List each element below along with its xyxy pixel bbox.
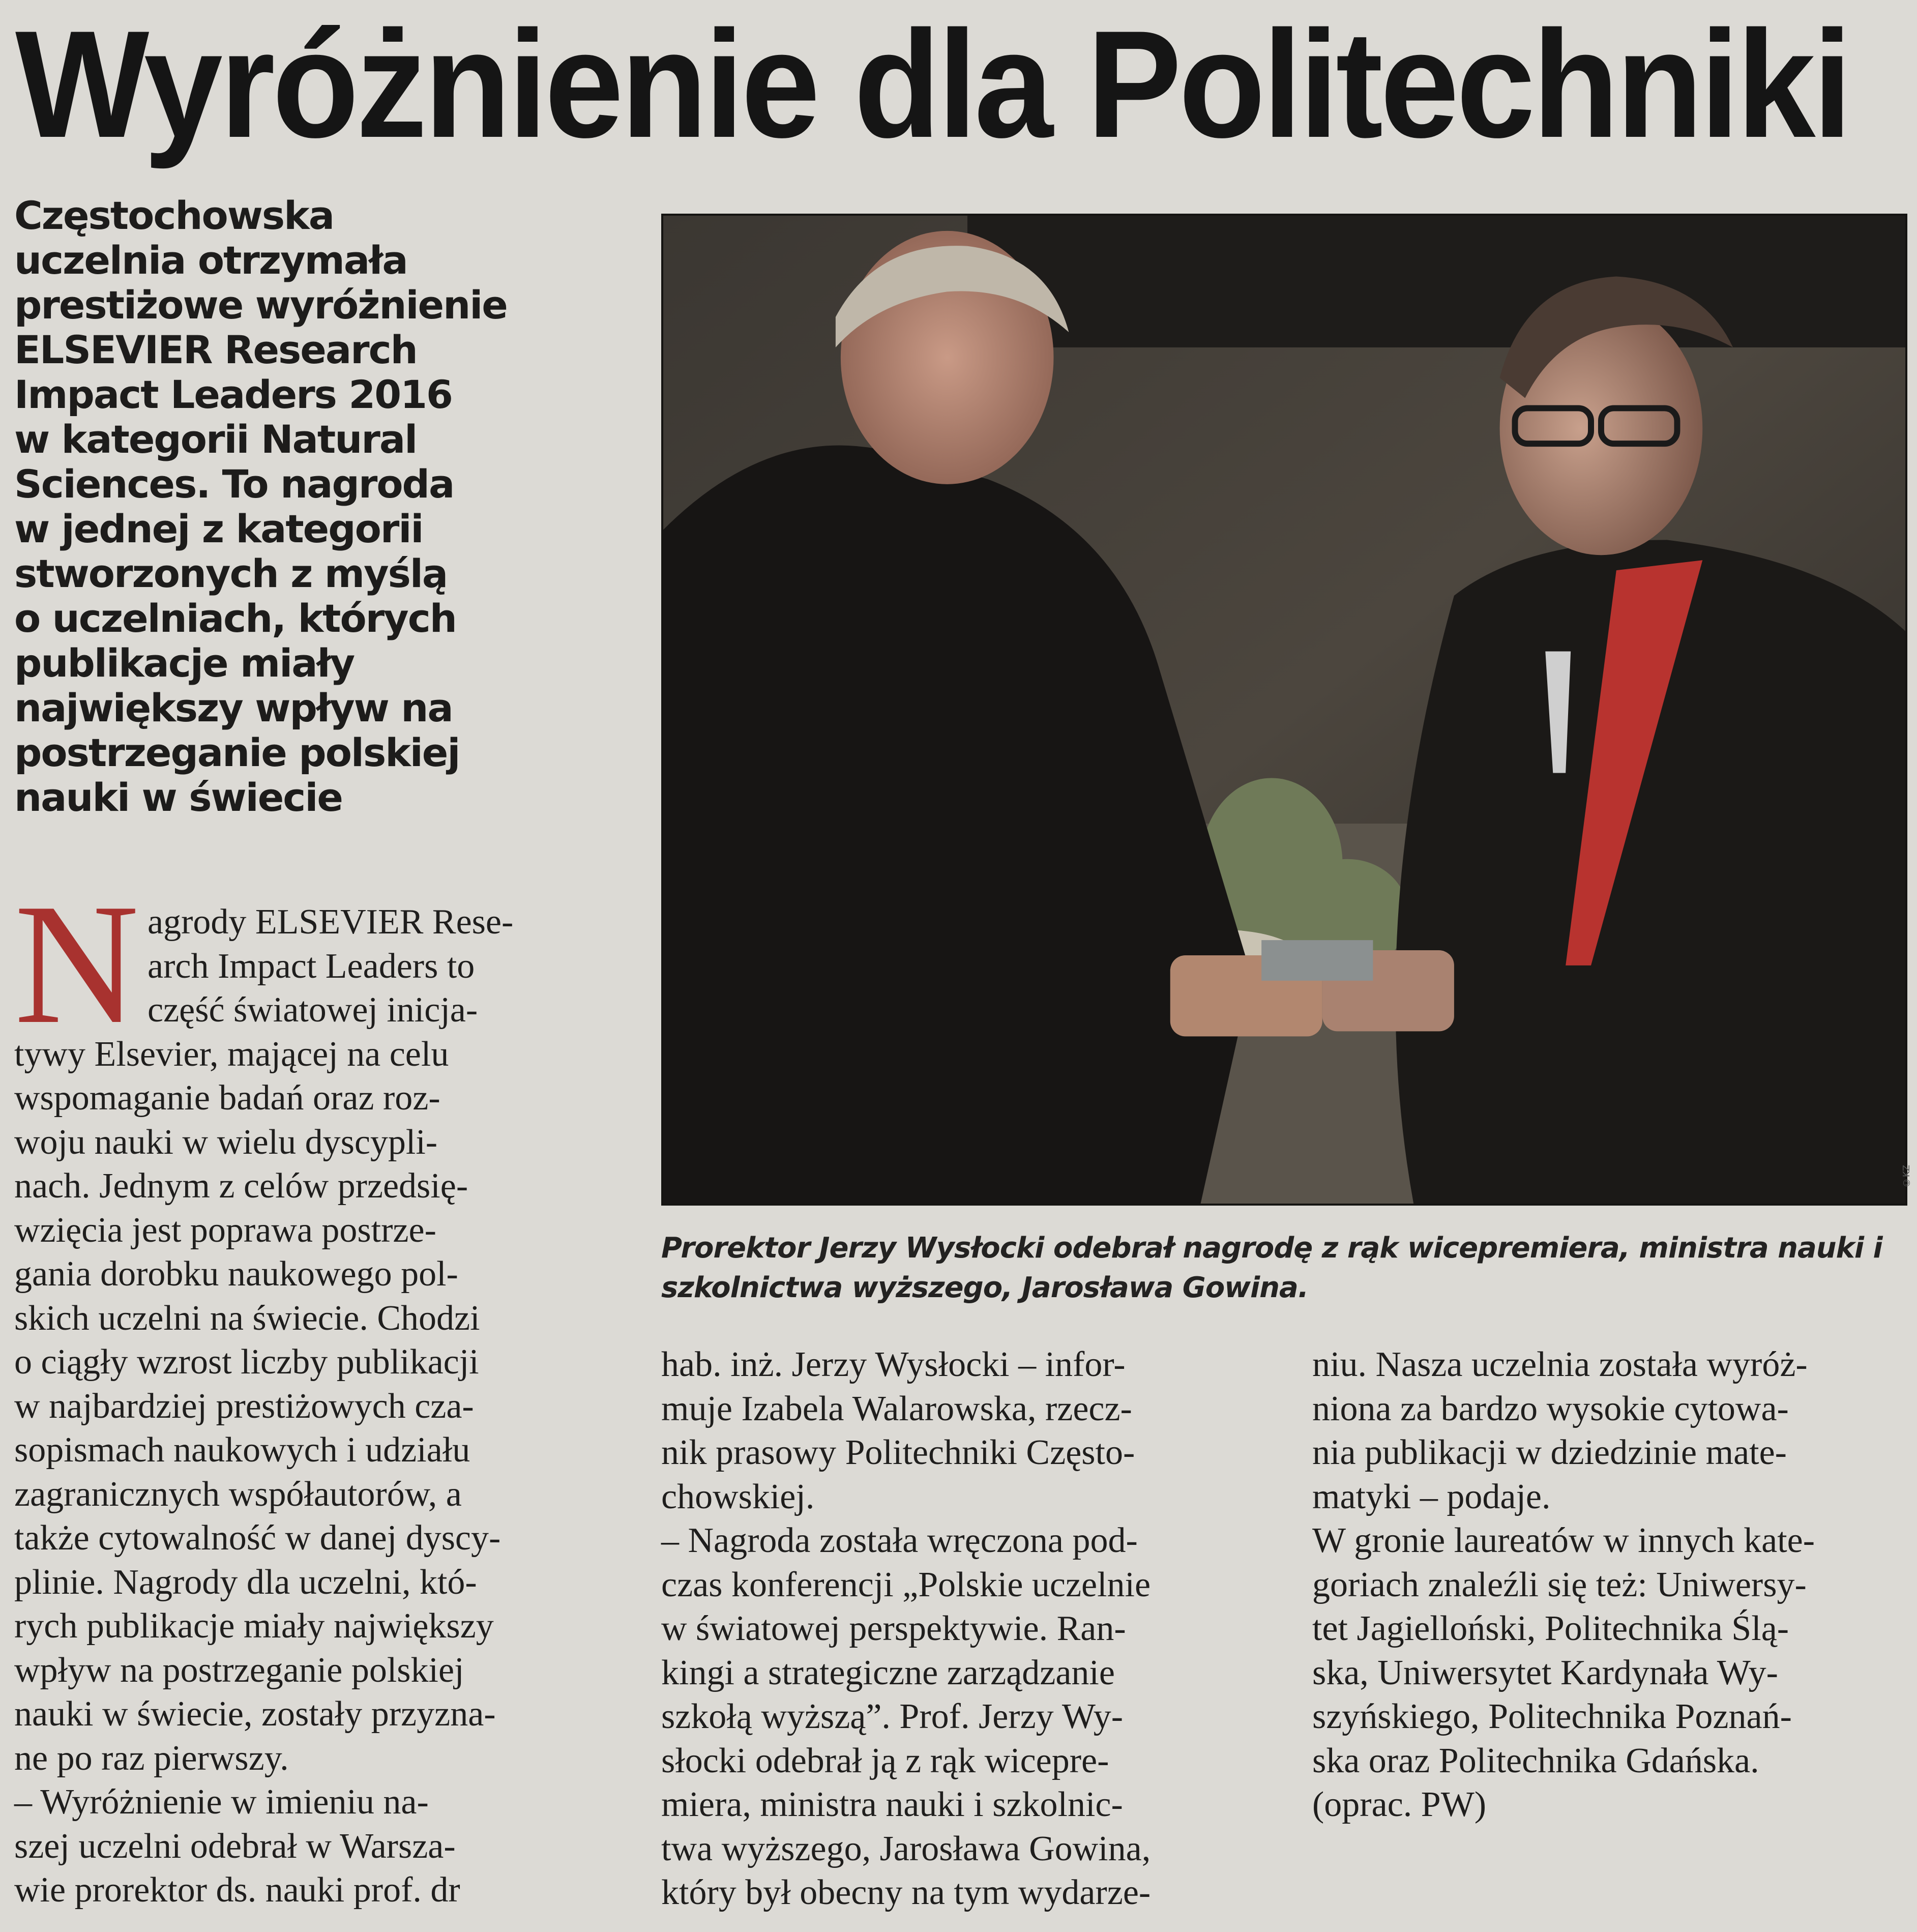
body-column-3	[1312, 1343, 1912, 1827]
body-column-1	[14, 900, 594, 1913]
body-line: miera, ministra nauki i szkolnic-	[661, 1785, 1123, 1824]
body-line: sopismach naukowych i udziału	[14, 1430, 470, 1470]
body-line: także cytowalność w danej dyscy-	[14, 1518, 501, 1558]
body-line: woju nauki w wielu dyscypli-	[14, 1122, 438, 1162]
photo-credit: ©KZ	[1901, 1165, 1912, 1188]
drop-cap: N	[14, 868, 139, 1060]
body-line: niu. Nasza uczelnia została wyróż-	[1312, 1345, 1808, 1384]
lead-line: ELSEVIER Research	[14, 327, 417, 372]
body-line: muje Izabela Walarowska, rzecz-	[661, 1389, 1132, 1428]
body-line: część światowej inicja-	[148, 990, 478, 1030]
body-line: skich uczelni na świecie. Chodzi	[14, 1298, 480, 1338]
lead-line: stworzonych z myślą	[14, 551, 448, 596]
body-line: rych publikacje miały największy	[14, 1606, 494, 1646]
body-line: szyńskiego, Politechnika Poznań-	[1312, 1697, 1792, 1736]
article-photo	[661, 214, 1907, 1206]
body-line: agrody ELSEVIER Rese-	[148, 902, 514, 942]
body-column-2	[661, 1343, 1261, 1915]
body-line: nia publikacji w dziedzinie mate-	[1312, 1433, 1787, 1472]
body-line: – Nagroda została wręczona pod-	[661, 1521, 1138, 1560]
body-line: twa wyższego, Jarosława Gowina,	[661, 1829, 1151, 1868]
author-credit: (oprac. PW)	[1312, 1785, 1487, 1824]
body-line: w światowej perspektywie. Ran-	[661, 1609, 1126, 1648]
body-line: wpływ na postrzeganie polskiej	[14, 1650, 464, 1690]
body-line: w najbardziej prestiżowych cza-	[14, 1386, 474, 1426]
caption-line: Prorektor Jerzy Wysłocki odebrał nagrodę z rąk wicepremiera, ministra nauki i	[661, 1232, 1882, 1265]
body-line: arch Impact Leaders to	[148, 946, 475, 986]
lead-paragraph	[14, 193, 650, 820]
body-line: zagranicznych współautorów, a	[14, 1474, 462, 1514]
body-line: wie prorektor ds. nauki prof. dr	[14, 1870, 460, 1910]
body-line: hab. inż. Jerzy Wysłocki – infor-	[661, 1345, 1126, 1384]
lead-line: postrzeganie polskiej	[14, 730, 460, 775]
lead-line: największy wpływ na	[14, 685, 453, 730]
lead-line: nauki w świecie	[14, 775, 342, 820]
body-line: plinie. Nagrody dla uczelni, któ-	[14, 1562, 477, 1602]
lead-line: Impact Leaders 2016	[14, 372, 452, 417]
lead-line: uczelnia otrzymała	[14, 238, 407, 283]
body-line: W gronie laureatów w innych kate-	[1312, 1521, 1815, 1560]
headline: Wyróżnienie dla Politechniki	[15, 0, 1849, 169]
lead-line: w jednej z kategorii	[14, 506, 423, 551]
body-line: słocki odebrał ją z rąk wicepre-	[661, 1741, 1109, 1780]
body-line: tywy Elsevier, mającej na celu	[14, 1034, 449, 1074]
body-line: czas konferencji „Polskie uczelnie	[661, 1565, 1151, 1604]
photo-illustration	[663, 216, 1905, 1204]
body-line: – Wyróżnienie w imieniu na-	[14, 1782, 429, 1822]
lead-line: prestiżowe wyróżnienie	[14, 282, 507, 328]
photo-caption	[661, 1228, 1912, 1308]
body-line: ska, Uniwersytet Kardynała Wy-	[1312, 1653, 1778, 1692]
body-line: nauki w świecie, zostały przyzna-	[14, 1694, 496, 1734]
lead-line: Częstochowska	[14, 193, 334, 238]
body-line: wzięcia jest poprawa postrze-	[14, 1210, 436, 1250]
body-line: wspomaganie badań oraz roz-	[14, 1078, 440, 1118]
body-line: szkołą wyższą”. Prof. Jerzy Wy-	[661, 1697, 1124, 1736]
body-line: o ciągły wzrost liczby publikacji	[14, 1342, 479, 1382]
body-line: matyki – podaje.	[1312, 1477, 1551, 1516]
body-line: gania dorobku naukowego pol-	[14, 1254, 458, 1294]
lead-line: Sciences. To nagroda	[14, 461, 454, 507]
body-line: goriach znaleźli się też: Uniwersy-	[1312, 1565, 1807, 1604]
lead-line: publikacje miały	[14, 640, 355, 686]
lead-line: o uczelniach, których	[14, 596, 456, 641]
body-line: ne po raz pierwszy.	[14, 1738, 289, 1778]
body-line: nik prasowy Politechniki Często-	[661, 1433, 1135, 1472]
body-line: nach. Jednym z celów przedsię-	[14, 1166, 468, 1206]
lead-line: w kategorii Natural	[14, 417, 417, 462]
body-line: szej uczelni odebrał w Warsza-	[14, 1826, 456, 1866]
body-line: chowskiej.	[661, 1477, 815, 1516]
body-line: tet Jagielloński, Politechnika Ślą-	[1312, 1609, 1789, 1648]
body-line: kingi a strategiczne zarządzanie	[661, 1653, 1115, 1692]
body-line: niona za bardzo wysokie cytowa-	[1312, 1389, 1789, 1428]
body-line: który był obecny na tym wydarze-	[661, 1873, 1151, 1912]
caption-line: szkolnictwa wyższego, Jarosława Gowina.	[661, 1271, 1309, 1304]
body-line: ska oraz Politechnika Gdańska.	[1312, 1741, 1759, 1780]
